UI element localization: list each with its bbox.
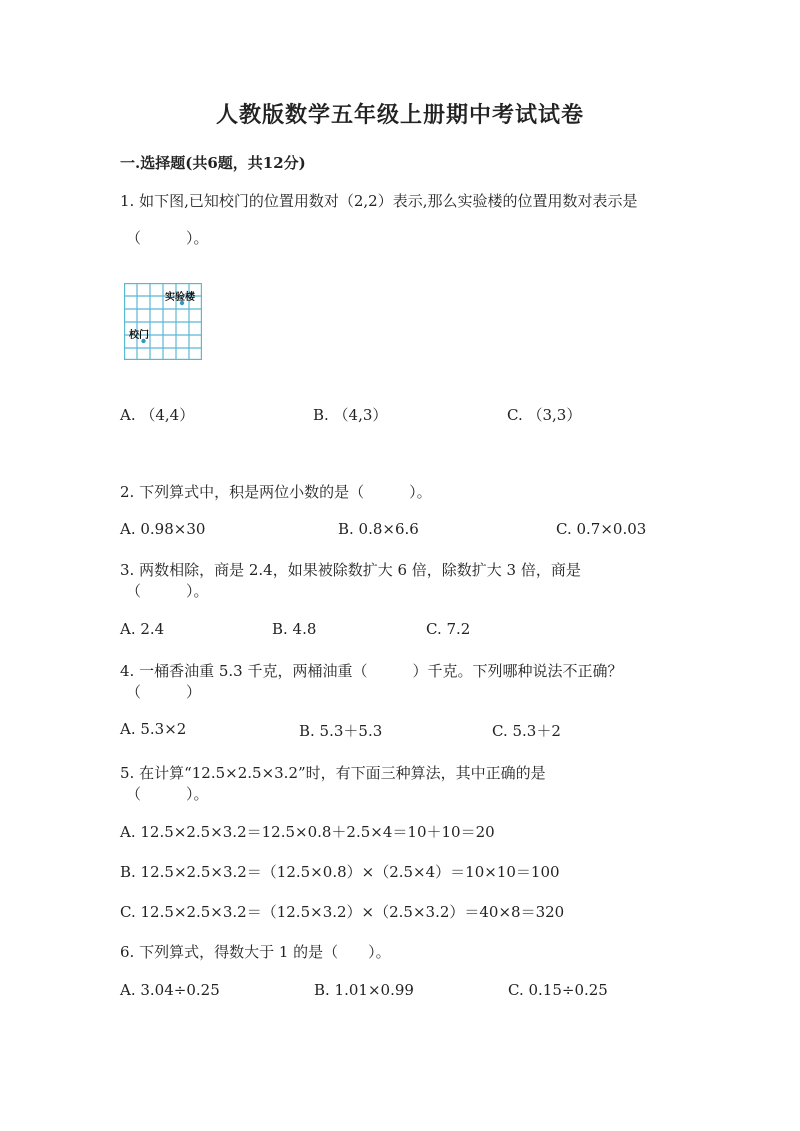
question-6-option-c[interactable]: C. 0.15÷0.25 [508, 981, 608, 999]
question-6-option-b[interactable]: B. 1.01×0.99 [314, 981, 414, 999]
question-4-option-c[interactable]: C. 5.3＋2 [492, 722, 561, 740]
question-5-stem: 5. 在计算“12.5×2.5×3.2”时，有下面三种算法，其中正确的是 [120, 764, 546, 782]
question-2-option-b[interactable]: B. 0.8×6.6 [338, 520, 419, 538]
question-4-stem: 4. 一桶香油重 5.3 千克，两桶油重（ ）千克。下列哪种说法不正确？ [120, 662, 623, 680]
coordinate-grid-figure [124, 283, 202, 360]
gate-label: 校门 [129, 330, 149, 341]
question-6-option-a[interactable]: A. 3.04÷0.25 [120, 981, 220, 999]
question-2-stem: 2. 下列算式中，积是两位小数的是（ ）。 [120, 483, 432, 501]
question-1-option-a[interactable]: A. （4,4） [120, 406, 195, 424]
question-3-option-a[interactable]: A. 2.4 [120, 620, 165, 638]
question-4-blank: （ ） [126, 683, 202, 701]
question-3-option-c[interactable]: C. 7.2 [426, 620, 471, 638]
question-5-option-b[interactable]: B. 12.5×2.5×3.2＝（12.5×0.8）×（2.5×4）＝10×10＝100 [120, 863, 560, 881]
question-1-option-b[interactable]: B. （4,3） [313, 406, 388, 424]
question-3-blank: （ ）。 [126, 582, 209, 600]
question-1-option-c[interactable]: C. （3,3） [507, 406, 582, 424]
question-4-option-b[interactable]: B. 5.3＋5.3 [299, 722, 383, 740]
question-5-blank: （ ）。 [126, 785, 209, 803]
question-6-stem: 6. 下列算式，得数大于 1 的是（ ）。 [120, 943, 391, 961]
question-2-option-c[interactable]: C. 0.7×0.03 [556, 520, 647, 538]
question-1-stem: 1. 如下图,已知校门的位置用数对（2,2）表示,那么实验楼的位置用数对表示是 [120, 192, 638, 210]
lab-label: 实验楼 [165, 292, 195, 303]
question-3-option-b[interactable]: B. 4.8 [272, 620, 317, 638]
question-1-blank: （ ）。 [126, 229, 209, 247]
question-4-option-a[interactable]: A. 5.3×2 [120, 720, 187, 738]
question-5-option-c[interactable]: C. 12.5×2.5×3.2＝（12.5×3.2）×（2.5×3.2）＝40×8＝320 [120, 903, 565, 921]
page-title: 人教版数学五年级上册期中考试试卷 [215, 102, 584, 128]
question-2-option-a[interactable]: A. 0.98×30 [120, 520, 206, 538]
section-heading: 一.选择题(共6题，共12分) [120, 154, 306, 172]
question-3-stem: 3. 两数相除，商是 2.4，如果被除数扩大 6 倍，除数扩大 3 倍，商是 [120, 561, 581, 579]
question-5-option-a[interactable]: A. 12.5×2.5×3.2＝12.5×0.8＋2.5×4＝10＋10＝20 [120, 823, 495, 841]
